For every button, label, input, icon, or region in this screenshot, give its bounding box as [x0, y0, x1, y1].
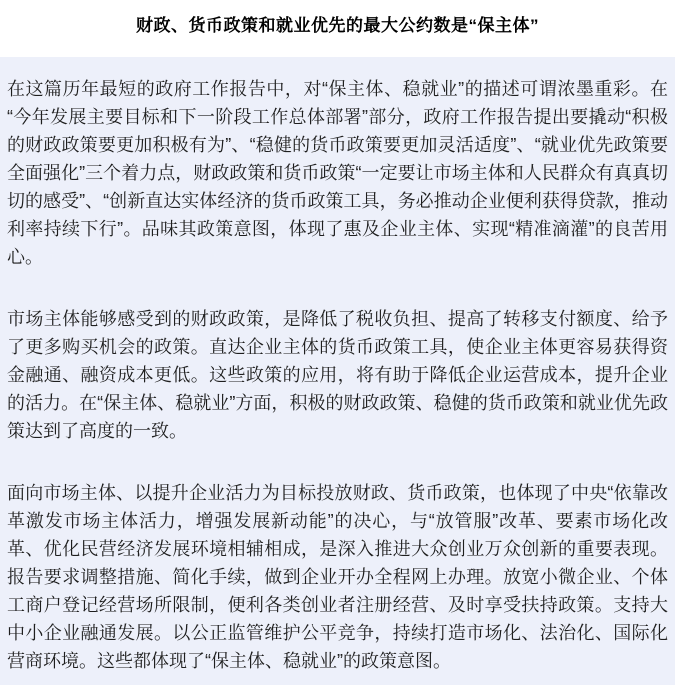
article-title-bar — [0, 0, 675, 57]
article-body — [0, 57, 675, 685]
paragraph-2: 市场主体能够感受到的财政政策，是降低了税收负担、提高了转移支付额度、给予了更多购买机会的政策。直达企业主体的货币政策工具，使企业主体更容易获得资金融通、融资成本更低。这些政策的应用，将有助于降低企业运营成本，提升企业的活力。在“保主体、稳就业”方面，积极的财政政策、稳健的货币政策和就业优先政策达到了高度的一致。 — [7, 309, 668, 441]
paragraph-1: 在这篇历年最短的政府工作报告中，对“保主体、稳就业”的描述可谓浓墨重彩。在“今年发展主要目标和下一阶段工作总体部署”部分，政府工作报告提出要撬动“积极的财政政策要更加积极有为”、“稳健的货币政策要更加灵活适度”、“就业优先政策要全面强化”三个着力点，财政政策和货币政策“一定要让市场主体和人民群众有真真切切的感受”、“创新直达实体经济的货币政策工具，务必推动企业便利获得贷款，推动利率持续下行”。品味其政策意图，体现了惠及企业主体、实现“精准滴灌”的良苦用心。 — [7, 79, 668, 267]
paragraph-3: 面向市场主体、以提升企业活力为目标投放财政、货币政策，也体现了中央“依靠改革激发市场主体活力，增强发展新动能”的决心，与“放管服”改革、要素市场化改革、优化民营经济发展环境相辅相成，是深入推进大众创业万众创新的重要表现。报告要求调整措施、简化手续，做到企业开办全程网上办理。放宽小微企业、个体工商户登记经营场所限制，便利各类创业者注册经营、及时享受扶持政策。支持大中小企业融通发展。以公正监管维护公平竞争，持续打造市场化、法治化、国际化营商环境。这些都体现了“保主体、稳就业”的政策意图。 — [7, 483, 668, 671]
article-title: 财政、货币政策和就业优先的最大公约数是“保主体” — [136, 16, 539, 35]
